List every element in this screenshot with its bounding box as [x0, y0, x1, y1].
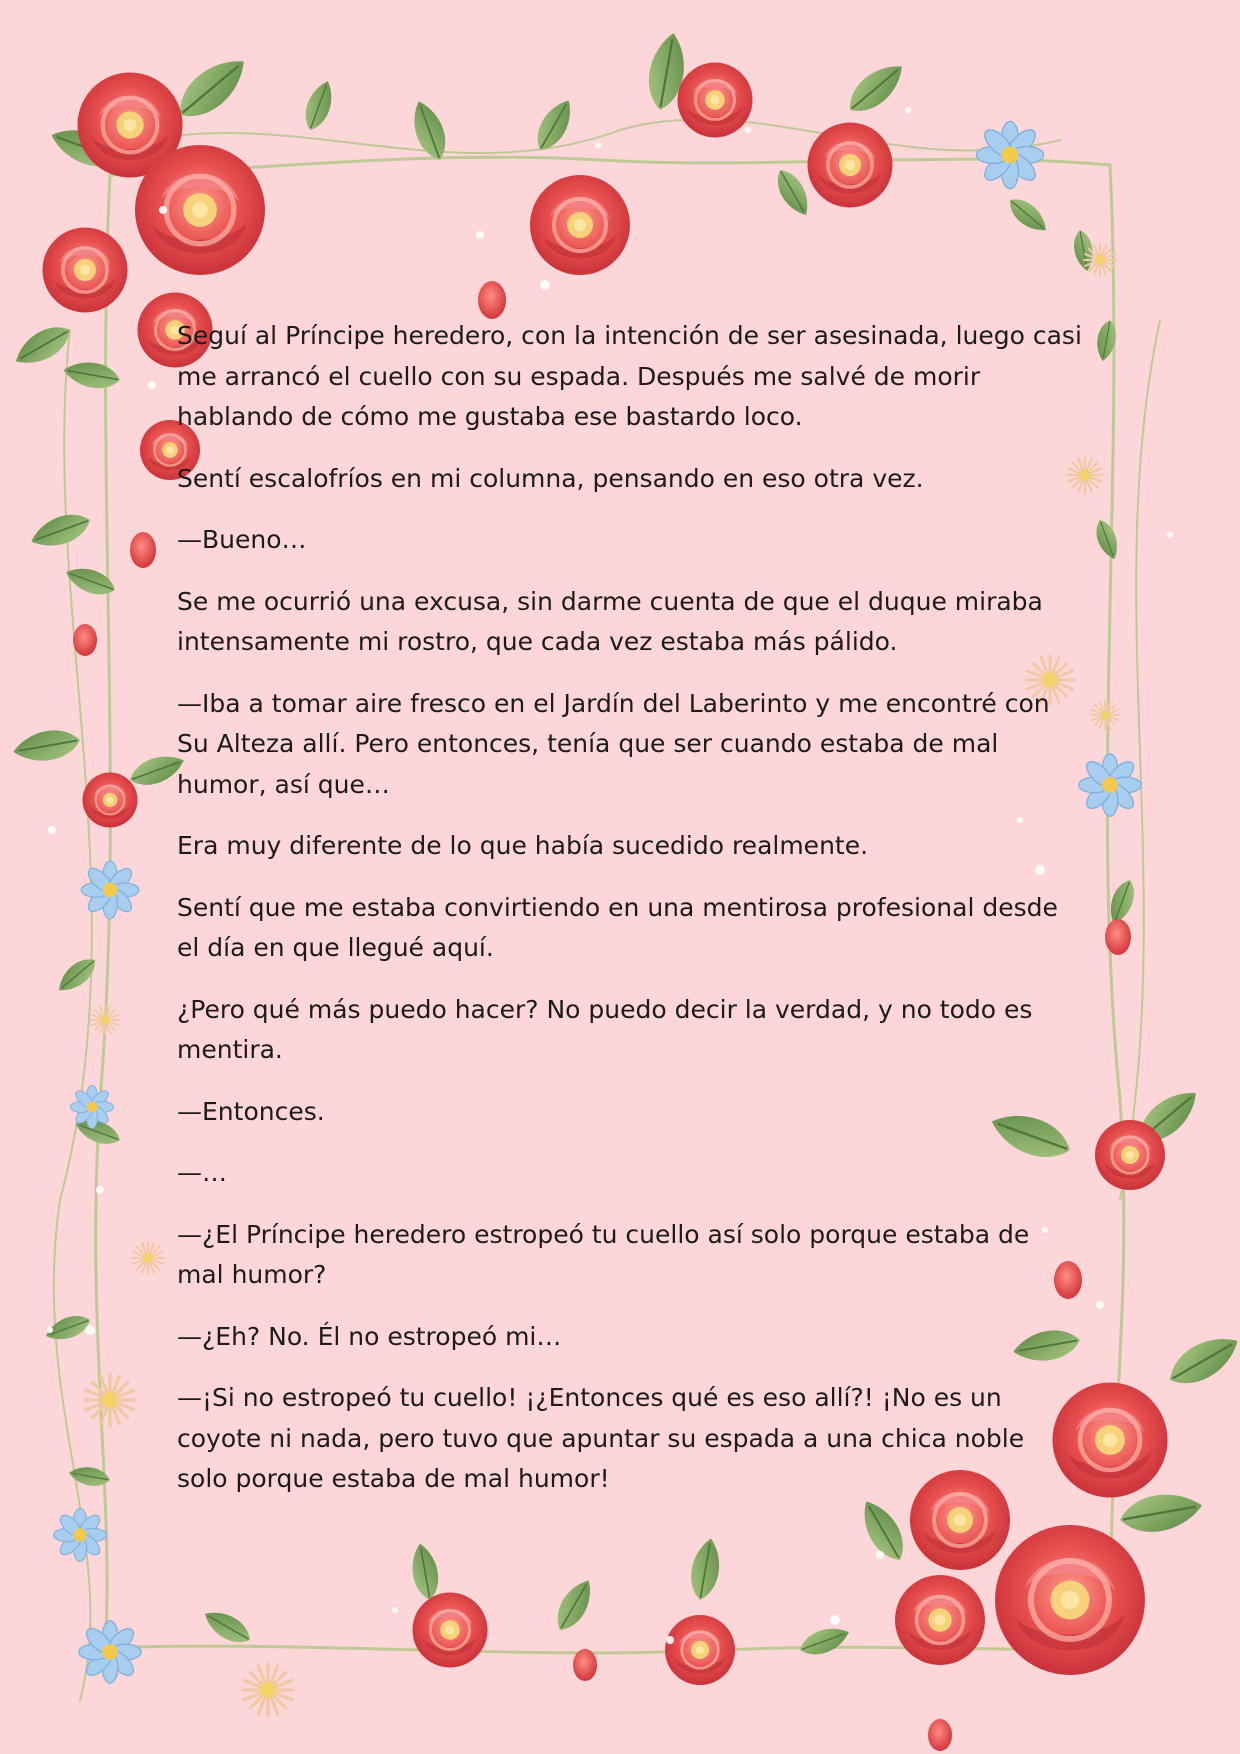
paragraph: Sentí escalofríos en mi columna, pensando en eso otra vez. [177, 463, 924, 493]
paragraph: —… [177, 1158, 227, 1187]
paragraph: —¡Si no estropeó tu cuello! ¡¿Entonces qué es eso allí?! ¡No es un coyote ni nada, pero tuvo que apuntar su espada a una chica noble solo porque estaba de mal humor! [177, 1383, 1025, 1493]
paragraph: —Entonces. [177, 1096, 325, 1126]
paragraph: —Iba a tomar aire fresco en el Jardín del Laberinto y me encontré con Su Alteza allí. Pero entonces, tenía que ser cuando estaba de mal humor, así que… [177, 688, 1050, 799]
paragraph: —Bueno… [177, 525, 307, 554]
paragraph: ¿Pero qué más puedo hacer? No puedo decir la verdad, y no todo es mentira. [177, 994, 1033, 1064]
paragraph: Sentí que me estaba convirtiendo en una mentirosa profesional desde el día en que llegué aquí. [177, 892, 1058, 962]
paragraph: Seguí al Príncipe heredero, con la intención de ser asesinada, luego casi me arrancó el cuello con su espada. Después me salvé de morir hablando de cómo me gustaba ese bastardo loco. [177, 321, 1082, 431]
paragraph: Era muy diferente de lo que había sucedido realmente. [177, 831, 869, 860]
paragraph: —¿Eh? No. Él no estropeó mi… [177, 1321, 562, 1351]
paragraph: —¿El Príncipe heredero estropeó tu cuello así solo porque estaba de mal humor? [177, 1219, 1030, 1289]
story-text [177, 316, 1082, 1521]
paragraph: Se me ocurrió una excusa, sin darme cuenta de que el duque miraba intensamente mi rostro, que cada vez estaba más pálido. [177, 586, 1043, 656]
